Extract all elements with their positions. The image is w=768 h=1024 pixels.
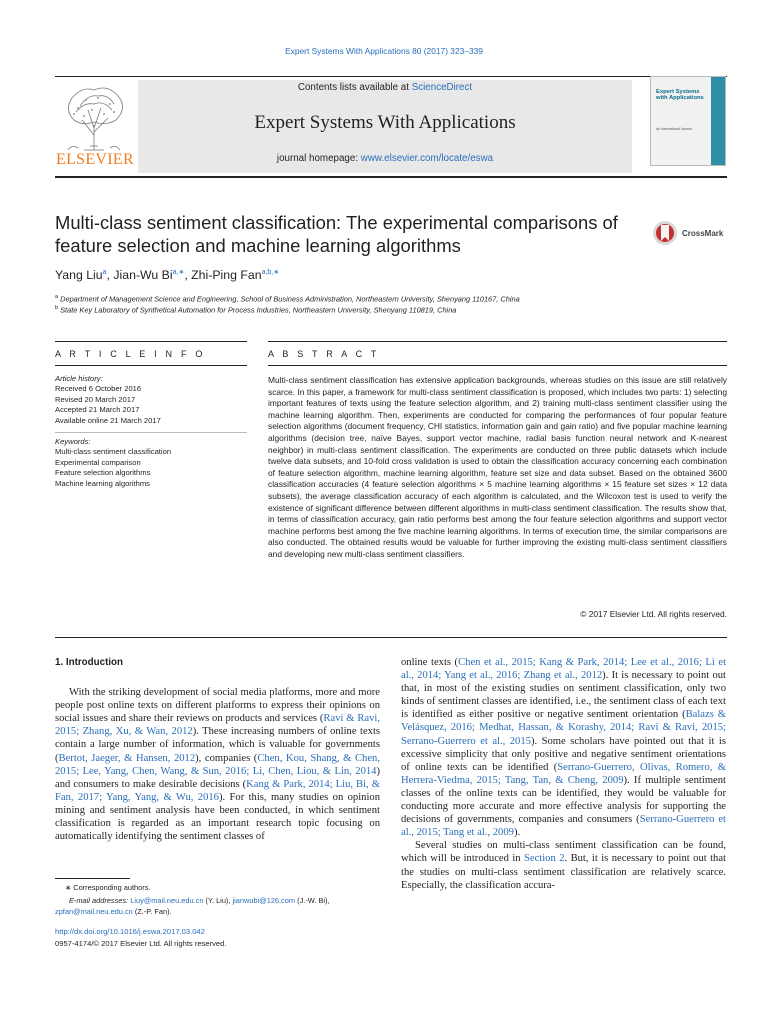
- body-text: . But, it is necessary to point out that the studies on multi-class sentiment classification are relatively scarce. Especially, the classification accura-: [401, 853, 727, 891]
- author-name[interactable]: Yang Liu: [55, 268, 103, 283]
- header-bottom-rule: [55, 176, 727, 178]
- citation-link[interactable]: Ravi & Ravi, 2015; Zhang, Xu, & Wan, 2012: [55, 713, 381, 738]
- citation-link[interactable]: Section 2: [524, 853, 565, 865]
- email-label: E-mail addresses:: [69, 895, 129, 905]
- author-affil-mark[interactable]: a,∗: [172, 269, 185, 276]
- email-owner: (Z.-P. Fan).: [132, 906, 172, 916]
- body-text: ). It is necessary to point out that, in most of the existing studies on sentiment classification, only two kinds of sentiment classes are identified, i.e., the sentiment class of each text is identified as either positive or negative sentiment orientation (: [401, 670, 726, 721]
- citation-link[interactable]: Chen et al., 2015; Kang & Park, 2014; Lee et al., 2016; Li et al., 2014; Yang et al., 2016; Zhang et al., 2012: [401, 657, 727, 682]
- abstract-rule: [268, 341, 727, 342]
- author-name[interactable]: Jian-Wu Bi: [113, 268, 173, 283]
- paragraph: [55, 686, 380, 843]
- affiliation-mark: b: [55, 305, 59, 311]
- keyword: Machine learning algorithms: [55, 478, 150, 488]
- article-title: Multi-class sentiment classification: The experimental comparisons of feature selection and machine learning algorithms: [55, 212, 618, 256]
- contents-prefix: Contents lists available at: [297, 82, 412, 93]
- body-text: ). Some scholars have pointed out that it is excessive simplicity that only positive and negative sentiment orientations of online texts can be identified (: [401, 735, 726, 773]
- corresponding-note: ∗ Corresponding authors.: [65, 883, 151, 892]
- body-column-left: [55, 656, 380, 843]
- publisher-name: ELSEVIER: [56, 151, 134, 168]
- homepage-prefix: journal homepage:: [276, 153, 361, 164]
- body-column-right: [401, 656, 726, 892]
- body-text: Several studies on multi-class sentiment classification can be found, which will be introduced in: [401, 840, 726, 865]
- author-affil-mark[interactable]: a: [102, 269, 107, 276]
- body-text: ). If multiple sentiment classes of the online texts can be identified, they would be valuable for conducting more accurate and more effective analysis for supporting the decisions of governments, companies and consumers (: [401, 774, 726, 826]
- keyword: Feature selection algorithms: [55, 468, 151, 478]
- keywords: [55, 437, 245, 489]
- affiliation-text: Department of Management Science and Engineering, School of Business Administration, Northeastern University, Shenyang 110167, China: [60, 294, 520, 304]
- abstract-text: Multi-class sentiment classification has extensive application backgrounds, whereas studies on this issue are still relatively scarce. In this paper, a framework for multi-class sentiment classification is proposed, which includes two parts: 1) selecting important features of texts using the feature selection algorithm, and 2) training multi-class sentiment classifier using the machine learning algorithm. Then, experiments are conducted for comparing the performances of four popular feature selection algorithms (document frequency, CHI statistics, information gain and gain ratio) and five popular machine learning algorithms (decision tree, naïve Bayes, support vector machine, radial basis function neural network and K-nearest neighbor) in multi-class sentiment classification. The experiments are conducted on three public datasets which include twelve data subsets, and 10-fold cross validation is used to obtain the classification accuracy concerning each combination of feature selection algorithm, machine learning algorithm, feature set size and data subset. Based on the obtained 3600 classification accuracies (4 feature selection algorithms × 5 machine learning algorithms × 15 feature set sizes × 12 data subsets), the average classification accuracy of each algorithm is calculated, and the Wilcoxon test is used to verify the existence of significant difference between different algorithms in multi-class sentiment classification. The results show that, in terms of classification accuracy, gain ratio performs best among the four feature selection algorithms and support vector machine performs best among the five machine learning algorithms. In terms of execution time, the similar comparisons are also conducted. The obtained results would be valuable for further improving the existing multi-class sentiment classifiers and developing new multi-class sentiment classifiers.: [268, 375, 727, 559]
- citation-link[interactable]: Balazs & Velásquez, 2016; Medhat, Hassan, & Korashy, 2014; Ravi & Ravi, 2015; Serrano-Guerrero et al., 2015: [401, 709, 726, 747]
- section-heading: 1. Introduction: [55, 657, 124, 668]
- history-item: Accepted 21 March 2017: [55, 405, 140, 415]
- header-top-rule: [55, 76, 727, 77]
- affiliation: [55, 294, 520, 303]
- body-text: ).: [513, 827, 521, 839]
- affiliation-text: State Key Laboratory of Synthetical Automation for Process Industries, Northeastern University, Shenyang 110819, China: [60, 305, 457, 315]
- body-text: online texts (: [401, 657, 459, 668]
- abstract-bottom-rule: [55, 637, 727, 638]
- email-link[interactable]: zpfan@mail.neu.edu.cn: [55, 906, 133, 916]
- history-label: Article history:: [55, 374, 103, 383]
- keyword: Experimental comparison: [55, 457, 141, 467]
- citation-link[interactable]: Serrano-Guerrero et al., 2015; Tang et al., 2009: [401, 814, 726, 839]
- body-text: ), companies (: [195, 752, 258, 764]
- issn-copyright: 0957-4174/© 2017 Elsevier Ltd. All rights reserved.: [55, 939, 227, 948]
- author-affil-mark[interactable]: a,b,∗: [261, 269, 280, 276]
- article-info-rule: [55, 341, 247, 342]
- article-info-heading: A R T I C L E I N F O: [55, 349, 206, 359]
- body-text: ). These increasing numbers of online texts contain a large number of information, which is valuable for governments (: [55, 726, 381, 764]
- email-link[interactable]: jianwubi@126.com: [232, 895, 296, 905]
- keywords-label: Keywords:: [55, 437, 91, 446]
- homepage-line: [138, 153, 632, 164]
- article-info-rule-lower: [55, 365, 247, 366]
- cover-subtitle: An International Journal: [656, 127, 692, 131]
- affiliation: [55, 305, 456, 314]
- abstract-rule-lower: [268, 365, 727, 366]
- paragraph: [401, 839, 726, 891]
- keyword: Multi-class sentiment classification: [55, 447, 172, 457]
- history-item: Received 6 October 2016: [55, 384, 142, 394]
- cover-strip: [711, 77, 725, 165]
- citation-link[interactable]: Kang & Park, 2014; Liu, Bi, & Fan, 2017; Yang, Yang, & Wu, 2016: [55, 778, 380, 803]
- email-owner: (Y. Liu),: [203, 895, 233, 905]
- doi-link[interactable]: http://dx.doi.org/10.1016/j.eswa.2017.03.042: [55, 927, 205, 936]
- author-name[interactable]: Zhi-Ping Fan: [191, 268, 262, 283]
- journal-title: Expert Systems With Applications: [254, 112, 516, 133]
- journal-reference[interactable]: Expert Systems With Applications 80 (2017) 323–339: [285, 46, 483, 56]
- affiliation-mark: a: [55, 294, 59, 300]
- info-divider: [55, 432, 247, 433]
- citation-link[interactable]: Bertot, Jaeger, & Hansen, 2012: [58, 752, 196, 764]
- paragraph: [401, 656, 726, 839]
- article-history: [55, 374, 245, 426]
- history-item: Available online 21 March 2017: [55, 415, 161, 425]
- abstract-heading: A B S T R A C T: [268, 349, 380, 359]
- sciencedirect-link[interactable]: ScienceDirect: [411, 82, 473, 93]
- journal-cover[interactable]: [650, 76, 726, 166]
- contents-line: [138, 82, 632, 93]
- abstract-copyright: © 2017 Elsevier Ltd. All rights reserved.: [580, 609, 727, 619]
- footnote-rule: [55, 878, 130, 879]
- email-link[interactable]: Liuy@mail.neu.edu.cn: [130, 895, 204, 905]
- author-list: Yang Liu$^a$, Jian-Wu $Bi^{a,∗}$, Zhi-Ping Fan$^{a,b,∗}$: [55, 268, 280, 283]
- body-text: ). For this, many studies on opinion mining and sentiment analysis have been conducted, in which sentiment classification is regarded as an important research topic focusing on automatically identifying the sentiment classes of: [55, 791, 380, 843]
- body-text: With the striking development of social media platforms, more and more people post online texts on different platforms to express their opinions on social issues and share their reviews on products and services (: [55, 687, 380, 725]
- cover-title: Expert Systems with Applications: [656, 89, 704, 102]
- homepage-link[interactable]: www.elsevier.com/locate/eswa: [360, 153, 494, 164]
- crossmark-label[interactable]: CrossMark: [682, 229, 724, 238]
- body-text: ) and consumers to make desirable decisions (: [55, 765, 380, 790]
- email-owner: (J.-W. Bi),: [295, 895, 330, 905]
- history-item: Revised 20 March 2017: [55, 394, 136, 404]
- citation-link[interactable]: Serrano-Guerrero, Olivas, Romero, & Herrera-Viedma, 2015; Tang, Tan, & Cheng, 2009: [401, 761, 727, 786]
- citation-link[interactable]: Chen, Kou, Shang, & Chen, 2015; Lee, Yang, Chen, Wang, & Sun, 2016; Li, Chen, Liou, & Lin, 2014: [55, 752, 380, 777]
- footnotes: [55, 882, 380, 918]
